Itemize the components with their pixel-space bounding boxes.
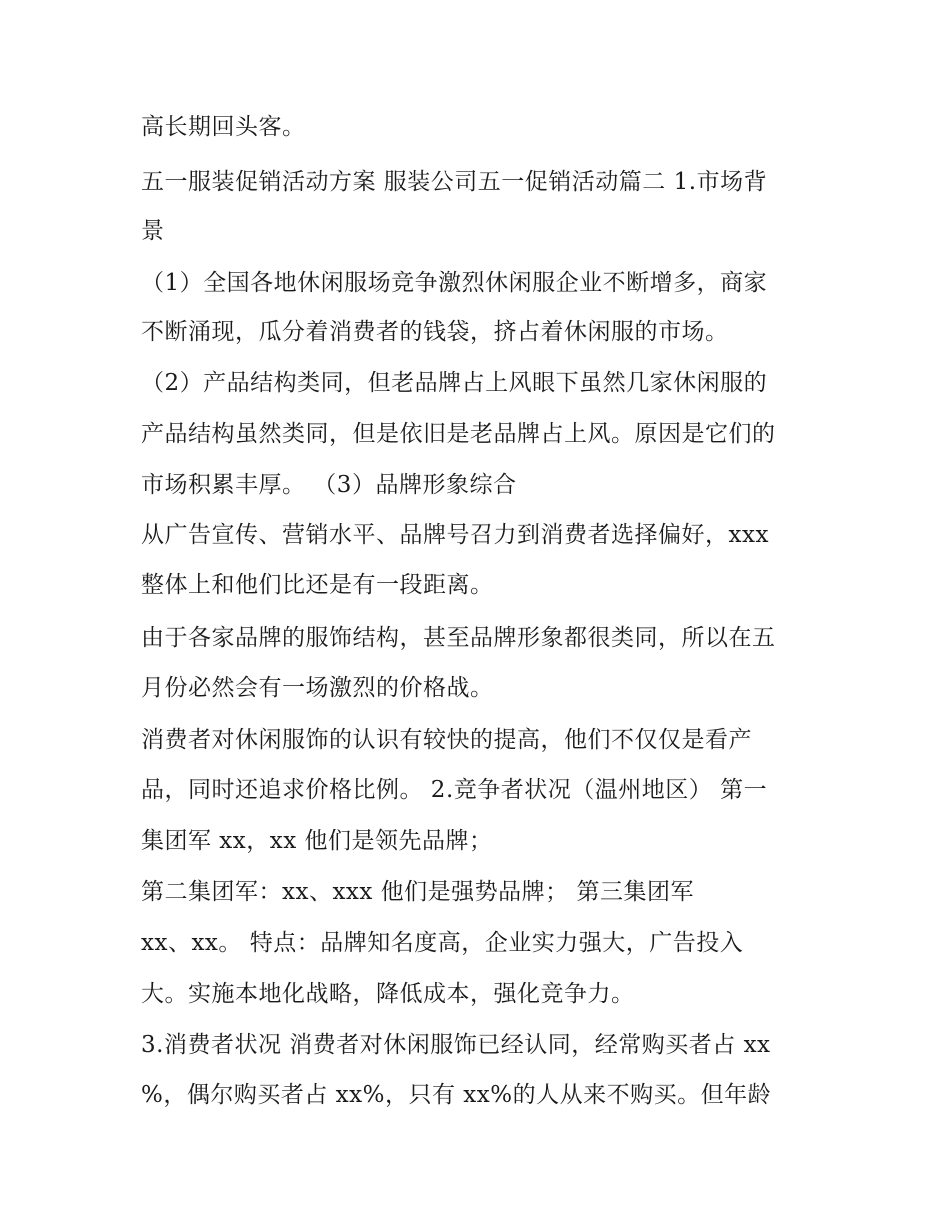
text-line: 产品结构虽然类同，但是依旧是老品牌占上风。原因是它们的 xyxy=(141,421,776,447)
text-line: 不断涌现，瓜分着消费者的钱袋，挤占着休闲服的市场。 xyxy=(141,319,729,345)
text-line: 高长期回头客。 xyxy=(141,114,306,140)
text-line: （1）全国各地休闲服场竞争激烈休闲服企业不断增多，商家 xyxy=(141,270,768,296)
text-line: 月份必然会有一场激烈的价格战。 xyxy=(141,675,494,701)
text-line: 五一服装促销活动方案 服装公司五一促销活动篇二 1.市场背 xyxy=(141,169,768,195)
text-line: 由于各家品牌的服饰结构，甚至品牌形象都很类同，所以在五 xyxy=(141,625,776,651)
text-line: 第二集团军：xx、xxx 他们是强势品牌； 第三集团军 xyxy=(141,879,694,905)
text-line: 市场积累丰厚。 （3）品牌形象综合 xyxy=(141,472,517,498)
text-line: 集团军 xx，xx 他们是领先品牌； xyxy=(141,828,493,854)
text-line: 整体上和他们比还是有一段距离。 xyxy=(141,572,494,598)
text-line: 景 xyxy=(141,218,165,244)
text-line: 品，同时还追求价格比例。 2.竞争者状况（温州地区） 第一 xyxy=(141,777,768,803)
text-line: （2）产品结构类同，但老品牌占上风眼下虽然几家休闲服的 xyxy=(141,370,768,396)
text-line: 3.消费者状况 消费者对休闲服饰已经认同，经常购买者占 xx xyxy=(141,1032,771,1058)
text-line: 大。实施本地化战略，降低成本，强化竞争力。 xyxy=(141,981,635,1007)
text-line: xx、xx。 特点：品牌知名度高，企业实力强大，广告投入 xyxy=(141,930,744,956)
text-line: 消费者对休闲服饰的认识有较快的提高，他们不仅仅是看产 xyxy=(141,727,752,753)
text-line: 从广告宣传、营销水平、品牌号召力到消费者选择偏好，xxx xyxy=(141,522,769,548)
text-line: %，偶尔购买者占 xx%，只有 xx%的人从来不购买。但年龄 xyxy=(141,1082,772,1108)
